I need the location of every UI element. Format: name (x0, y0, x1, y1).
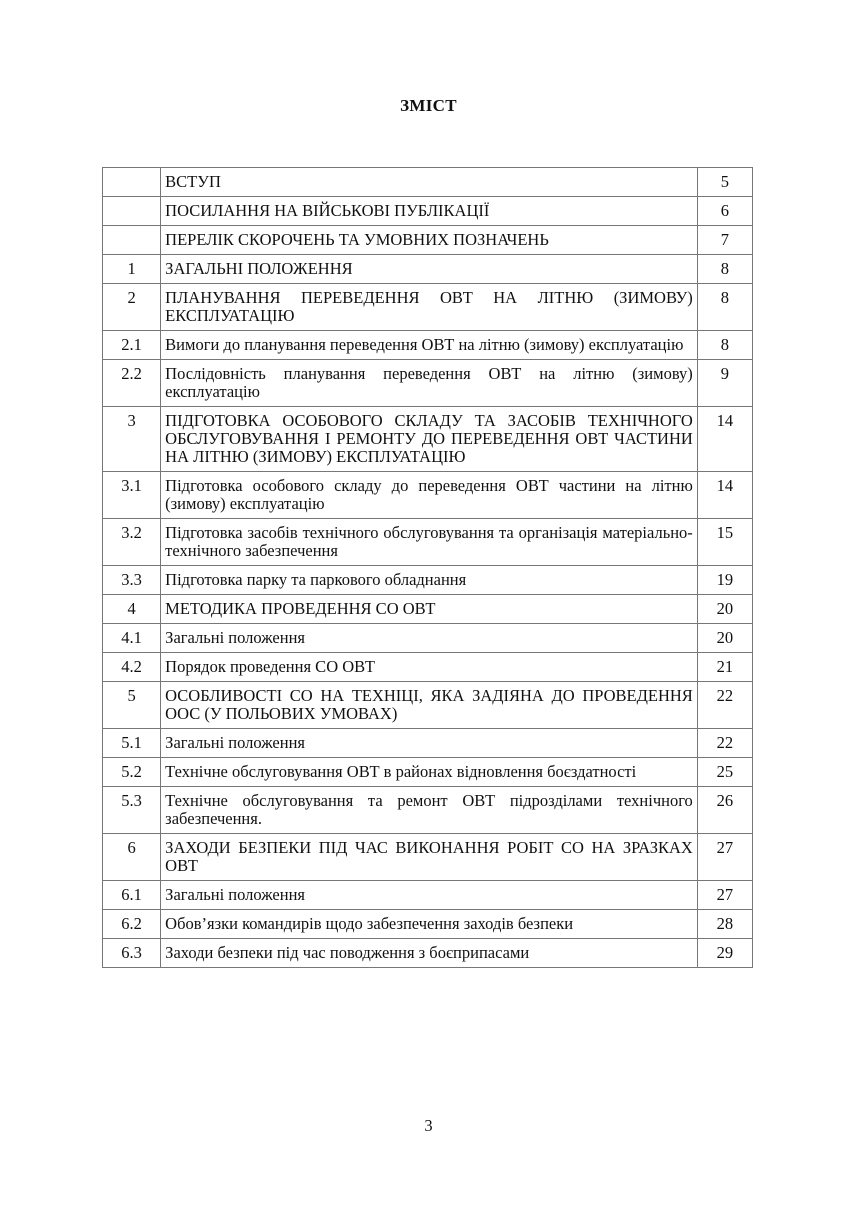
toc-entry-title: Загальні положення (161, 624, 698, 653)
toc-row (103, 682, 753, 729)
toc-entry-title: ПОСИЛАННЯ НА ВІЙСЬКОВІ ПУБЛІКАЦІЇ (161, 197, 698, 226)
toc-section-number: 5.3 (103, 787, 161, 834)
toc-section-number: 6.3 (103, 939, 161, 968)
toc-row (103, 284, 753, 331)
toc-row (103, 168, 753, 197)
toc-page-number: 29 (697, 939, 752, 968)
toc-section-number: 4.2 (103, 653, 161, 682)
toc-section-number: 6 (103, 834, 161, 881)
toc-section-number: 3.2 (103, 519, 161, 566)
toc-entry-title: МЕТОДИКА ПРОВЕДЕННЯ СО ОВТ (161, 595, 698, 624)
toc-section-number: 4.1 (103, 624, 161, 653)
toc-page-number: 28 (697, 910, 752, 939)
toc-page-number: 15 (697, 519, 752, 566)
page-number: 3 (424, 1116, 433, 1135)
toc-section-number: 6.2 (103, 910, 161, 939)
toc-row (103, 910, 753, 939)
toc-section-number: 4 (103, 595, 161, 624)
toc-entry-title: Технічне обслуговування ОВТ в районах відновлення боєздатності (161, 758, 698, 787)
toc-section-number: 3.1 (103, 472, 161, 519)
toc-page-number: 26 (697, 787, 752, 834)
toc-entry-title: Підготовка особового складу до переведення ОВТ частини на літню (зимову) експлуатацію (161, 472, 698, 519)
toc-entry-title: Загальні положення (161, 729, 698, 758)
toc-page-number: 8 (697, 255, 752, 284)
toc-row (103, 758, 753, 787)
toc-section-number: 5.2 (103, 758, 161, 787)
toc-entry-title: Заходи безпеки під час поводження з боєприпасами (161, 939, 698, 968)
toc-page-number: 5 (697, 168, 752, 197)
toc-page-number: 8 (697, 331, 752, 360)
toc-page-number: 6 (697, 197, 752, 226)
toc-row (103, 255, 753, 284)
toc-row (103, 331, 753, 360)
toc-row (103, 881, 753, 910)
toc-section-number: 3 (103, 407, 161, 472)
toc-entry-title: ЗАХОДИ БЕЗПЕКИ ПІД ЧАС ВИКОНАННЯ РОБІТ СО НА ЗРАЗКАХ ОВТ (161, 834, 698, 881)
toc-page-number: 25 (697, 758, 752, 787)
toc-section-number: 5.1 (103, 729, 161, 758)
toc-row (103, 197, 753, 226)
toc-row (103, 787, 753, 834)
toc-page-number: 8 (697, 284, 752, 331)
table-of-contents (102, 167, 753, 968)
toc-row (103, 939, 753, 968)
toc-section-number: 2.1 (103, 331, 161, 360)
toc-section-number: 5 (103, 682, 161, 729)
toc-row (103, 226, 753, 255)
toc-entry-title: ВСТУП (161, 168, 698, 197)
toc-page-number: 20 (697, 595, 752, 624)
toc-page-number: 22 (697, 729, 752, 758)
toc-row (103, 653, 753, 682)
toc-entry-title: Загальні положення (161, 881, 698, 910)
toc-row (103, 407, 753, 472)
toc-section-number: 3.3 (103, 566, 161, 595)
toc-entry-title: Вимоги до планування переведення ОВТ на літню (зимову) експлуатацію (161, 331, 698, 360)
page-title: ЗМІСТ (400, 96, 457, 115)
toc-section-number: 2 (103, 284, 161, 331)
toc-entry-title: ПЕРЕЛІК СКОРОЧЕНЬ ТА УМОВНИХ ПОЗНАЧЕНЬ (161, 226, 698, 255)
toc-row (103, 360, 753, 407)
toc-page-number: 22 (697, 682, 752, 729)
toc-page-number: 27 (697, 881, 752, 910)
toc-entry-title: Технічне обслуговування та ремонт ОВТ підрозділами технічного забезпечення. (161, 787, 698, 834)
toc-row (103, 519, 753, 566)
toc-entry-title: Послідовність планування переведення ОВТ на літню (зимову) експлуатацію (161, 360, 698, 407)
toc-page-number: 20 (697, 624, 752, 653)
toc-entry-title: ПІДГОТОВКА ОСОБОВОГО СКЛАДУ ТА ЗАСОБІВ ТЕХНІЧНОГО ОБСЛУГОВУВАННЯ І РЕМОНТУ ДО ПЕРЕВЕДЕННЯ ОВТ ЧАСТИНИ НА ЛІТНЮ (ЗИМОВУ) ЕКСПЛУАТАЦІЮ (161, 407, 698, 472)
toc-row (103, 729, 753, 758)
toc-section-number: 2.2 (103, 360, 161, 407)
toc-row (103, 595, 753, 624)
toc-section-number (103, 168, 161, 197)
toc-page-number: 21 (697, 653, 752, 682)
toc-row (103, 472, 753, 519)
toc-page-number: 7 (697, 226, 752, 255)
toc-page-number: 19 (697, 566, 752, 595)
toc-page-number: 14 (697, 407, 752, 472)
toc-entry-title: ЗАГАЛЬНІ ПОЛОЖЕННЯ (161, 255, 698, 284)
toc-page-number: 27 (697, 834, 752, 881)
toc-entry-title: Підготовка парку та паркового обладнання (161, 566, 698, 595)
toc-row (103, 624, 753, 653)
toc-section-number: 6.1 (103, 881, 161, 910)
toc-entry-title: ОСОБЛИВОСТІ СО НА ТЕХНІЦІ, ЯКА ЗАДІЯНА ДО ПРОВЕДЕННЯ ООС (У ПОЛЬОВИХ УМОВАХ) (161, 682, 698, 729)
toc-entry-title: Підготовка засобів технічного обслуговування та організація матеріально-технічного забезпечення (161, 519, 698, 566)
toc-entry-title: Порядок проведення СО ОВТ (161, 653, 698, 682)
toc-section-number (103, 197, 161, 226)
toc-page-number: 9 (697, 360, 752, 407)
toc-entry-title: Обов’язки командирів щодо забезпечення заходів безпеки (161, 910, 698, 939)
toc-row (103, 834, 753, 881)
toc-row (103, 566, 753, 595)
toc-section-number (103, 226, 161, 255)
toc-page-number: 14 (697, 472, 752, 519)
toc-section-number: 1 (103, 255, 161, 284)
toc-body (103, 168, 753, 968)
toc-entry-title: ПЛАНУВАННЯ ПЕРЕВЕДЕННЯ ОВТ НА ЛІТНЮ (ЗИМОВУ) ЕКСПЛУАТАЦІЮ (161, 284, 698, 331)
